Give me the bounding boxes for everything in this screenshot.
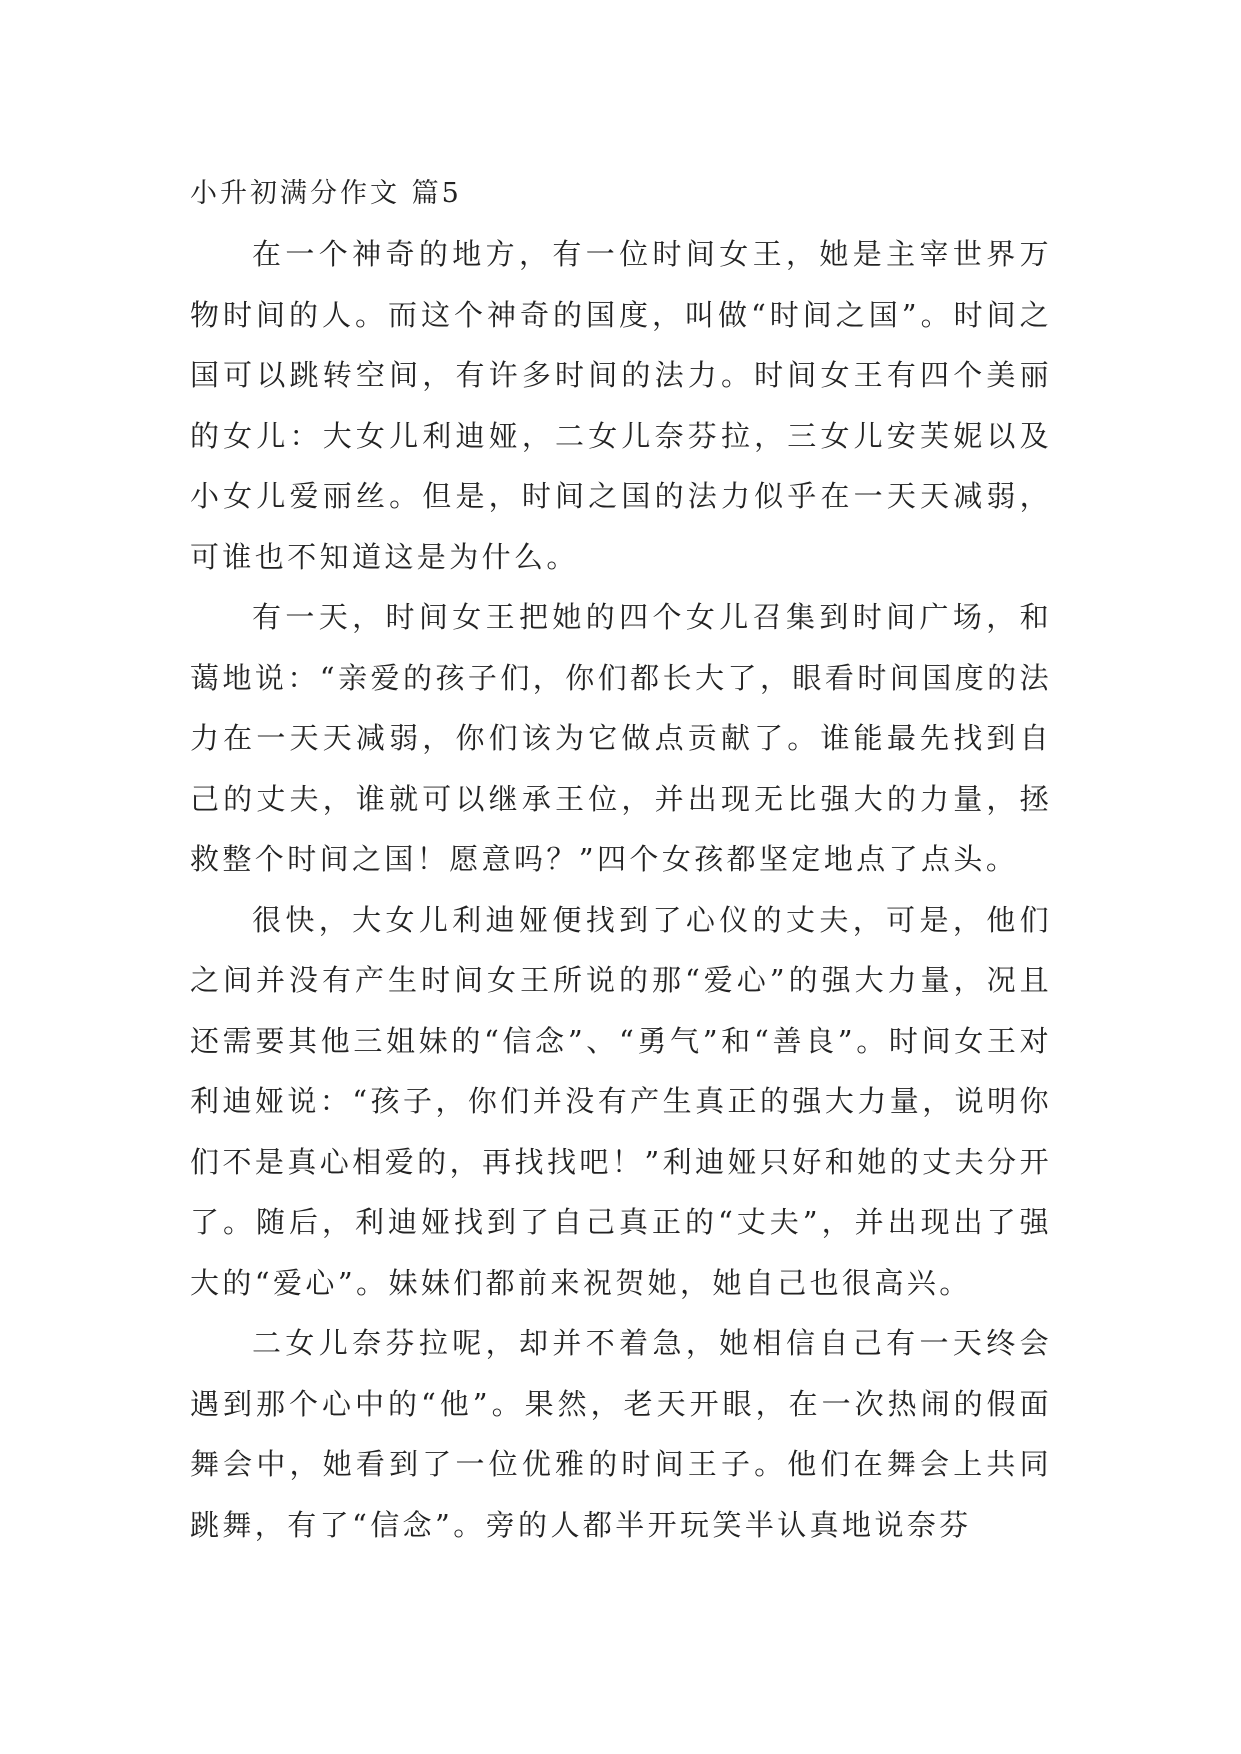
paragraph-2: 有一天，时间女王把她的四个女儿召集到时间广场，和蔼地说：“亲爱的孩子们，你们都长大了，眼看时间国度的法力在一天天减弱，你们该为它做点贡献了。谁能最先找到自己的丈夫，谁就可以继承王位，并出现无比强大的力量，拯救整个时间之国！愿意吗？”四个女孩都坚定地点了点头。: [190, 600, 1052, 876]
paragraph-1: 在一个神奇的地方，有一位时间女王，她是主宰世界万物时间的人。而这个神奇的国度，叫做“时间之国”。时间之国可以跳转空间，有许多时间的法力。时间女王有四个美丽的女儿：大女儿利迪娅，二女儿奈芬拉，三女儿安芙妮以及小女儿爱丽丝。但是，时间之国的法力似乎在一天天减弱，可谁也不知道这是为什么。: [190, 237, 1052, 574]
document-title: 小升初满分作文 篇5: [190, 178, 462, 209]
paragraph-4: 二女儿奈芬拉呢，却并不着急，她相信自己有一天终会遇到那个心中的“他”。果然，老天开眼，在一次热闹的假面舞会中，她看到了一位优雅的时间王子。他们在舞会上共同跳舞，有了“信念”。旁的人都半开玩笑半认真地说奈芬: [190, 1326, 1052, 1542]
paragraph-3: 很快，大女儿利迪娅便找到了心仪的丈夫，可是，他们之间并没有产生时间女王所说的那“爱心”的强大力量，况且还需要其他三姐妹的“信念”、“勇气”和“善良”。时间女王对利迪娅说：“孩子，你们并没有产生真正的强大力量，说明你们不是真心相爱的，再找找吧！”利迪娅只好和她的丈夫分开了。随后，利迪娅找到了自己真正的“丈夫”，并出现出了强大的“爱心”。妹妹们都前来祝贺她，她自己也很高兴。: [190, 902, 1052, 1300]
document-body: [190, 164, 1052, 1555]
